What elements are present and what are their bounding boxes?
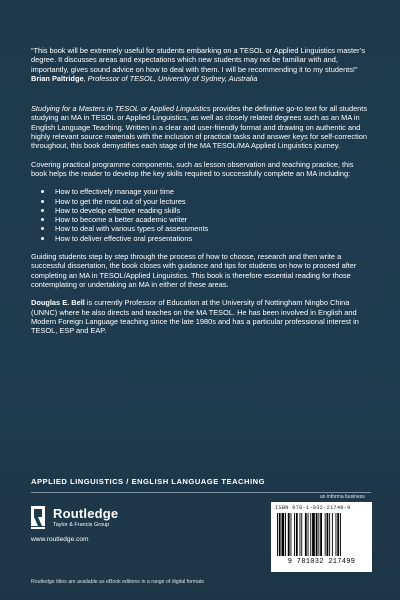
list-item: How to develop effective reading skills: [41, 206, 371, 215]
barcode-bar: [291, 513, 292, 556]
isbn-label: ISBN 978-1-032-21749-9: [275, 505, 351, 511]
skills-list: [31, 187, 371, 243]
barcode-bars: [277, 513, 366, 556]
list-item: How to get the most out of your lectures: [41, 197, 371, 206]
barcode-bar: [325, 513, 326, 556]
barcode-bar: [279, 513, 281, 556]
barcode-bar: [337, 513, 339, 556]
barcode-bar: [340, 513, 341, 556]
barcode-bar: [327, 513, 329, 556]
barcode-bar: [318, 513, 319, 556]
barcode-bar: [312, 513, 315, 556]
list-item: How to deal with various types of assessments: [41, 224, 371, 233]
series-title: APPLIED LINGUISTICS / ENGLISH LANGUAGE TEACHING: [31, 477, 266, 486]
barcode-digits: 9 781032 217499: [287, 558, 356, 566]
list-item: How to become a better academic writer: [41, 215, 371, 224]
barcode-bar: [332, 513, 333, 556]
barcode-bar: [277, 513, 278, 556]
barcode-bar: [294, 513, 295, 556]
publisher-website[interactable]: www.routledge.com: [31, 536, 89, 543]
barcode-bar: [288, 513, 290, 556]
endorsement-quote: [31, 46, 371, 83]
list-item: How to deliver effective oral presentations: [41, 234, 371, 243]
description-paragraph-1: [31, 104, 371, 150]
publisher-subtitle: Taylor & Francis Group: [53, 522, 110, 528]
description-paragraph-1-text: provides the definitive go-to text for all students studying an MA in TESOL or Applied Linguistics, as well as closely related degrees such as an MA in English Language Teaching. Written in a clear and user-friendly format and drawing on authentic and highly relevant source materials with the inclusion of practical tasks and answer keys for self-correction throughout, this book demystifies each stage of the MA TESOL/MA Applied Linguistics journey.: [31, 104, 368, 151]
description-paragraph-3: Guiding students step by step through the process of how to choose, research and then write a successful dissertation, the book closes with guidance and tips for students on how to proceed after completing an MA in TESOL/Applied Linguistics. This book is therefore essential reading for those contemplating or undertaking an MA in either of these areas.: [31, 252, 357, 289]
cover-text-block: [31, 46, 371, 335]
barcode-bar: [310, 513, 311, 556]
barcode-bar: [336, 513, 337, 556]
book-title-italic: Studying for a Masters in TESOL or Applied Linguistics: [31, 104, 211, 114]
barcode-bar: [300, 513, 301, 556]
routledge-logo-icon: [31, 506, 45, 532]
author-bio-text: is currently Professor of Education at the University of Nottingham Ningbo China (UNNC) where he also directs and teaches on the MA TESOL. He has been involved in English and Modern Foreign Language teaching since the late 1980s and has a particular professional interest in TESOL, ESP and EAP.: [31, 298, 359, 336]
quote-affiliation: , Professor of TESOL, University of Sydney, Australia: [83, 73, 258, 83]
quote-attribution: [31, 74, 371, 83]
author-bio: [31, 298, 371, 335]
informa-tagline: an informa business: [320, 494, 365, 500]
barcode-bar: [329, 513, 330, 556]
barcode-bar: [308, 513, 309, 556]
author-name: Douglas E. Bell: [31, 298, 85, 308]
barcode-bar: [301, 513, 302, 556]
barcode-bar: [305, 513, 307, 556]
barcode-bar: [282, 513, 285, 556]
barcode-bar: [296, 513, 298, 556]
description-paragraph-2: Covering practical programme components, such as lesson observation and teaching practice, this book helps the reader to develop the key skills required to successfully complete an MA including:: [31, 159, 354, 178]
publisher-name: Routledge: [53, 506, 119, 521]
divider: [31, 492, 371, 493]
barcode-bar: [285, 513, 286, 556]
footer-note: Routledge titles are available as eBook editions in a range of digital formats: [31, 579, 205, 585]
barcode-bar: [316, 513, 318, 556]
barcode: [271, 502, 372, 572]
barcode-bar: [320, 513, 322, 556]
quote-author: Brian Paltridge: [31, 73, 84, 83]
list-item: How to effectively manage your time: [41, 187, 371, 196]
quote-text: “This book will be extremely useful for students embarking on a TESOL or Applied Linguistics master’s degree. It discusses areas and expectations which new students may not be familiar with and, importantly, gives sound advice on how to deal with them. I will be recommending it to my students!”: [31, 46, 366, 74]
